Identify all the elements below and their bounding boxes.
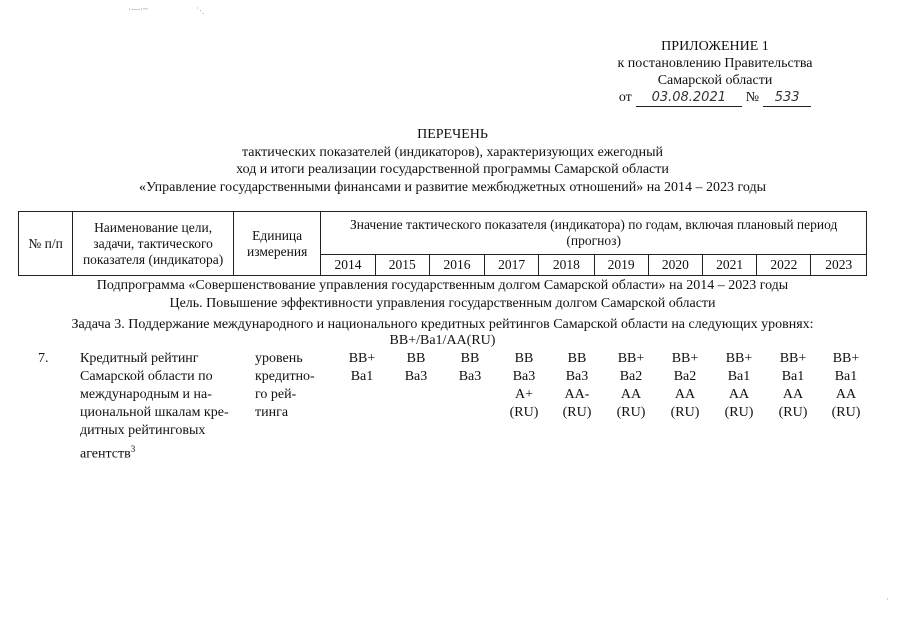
name-line: дитных рейтинговых bbox=[80, 423, 206, 438]
header-year: 2023 bbox=[811, 255, 867, 276]
value-line: AA- bbox=[564, 387, 590, 402]
value-line: Ba1 bbox=[350, 369, 374, 384]
value-line: (RU) bbox=[562, 405, 592, 420]
row-indicator-name bbox=[80, 350, 247, 464]
value-line: AA bbox=[674, 387, 696, 402]
value-line: Ba1 bbox=[727, 369, 751, 384]
annex-title: ПРИЛОЖЕНИЕ 1 bbox=[661, 39, 769, 54]
value-line: Ba3 bbox=[404, 369, 428, 384]
value-2018 bbox=[557, 350, 597, 422]
task-line: Задача 3. Поддержание международного и национального кредитных рейтингов Самарской области на следующих уровнях: bbox=[71, 317, 814, 332]
value-2020 bbox=[665, 350, 705, 422]
value-2016 bbox=[450, 350, 490, 386]
task-target-level: BB+/Ba1/AA(RU) bbox=[389, 333, 496, 348]
value-2022 bbox=[773, 350, 813, 422]
value-line: Ba2 bbox=[673, 369, 697, 384]
header-year: 2017 bbox=[485, 255, 539, 276]
value-line: (RU) bbox=[831, 405, 861, 420]
value-2019 bbox=[611, 350, 651, 422]
name-line: международным и на- bbox=[80, 387, 212, 402]
value-line: AA bbox=[835, 387, 857, 402]
document-heading bbox=[0, 126, 905, 196]
value-line: BB+ bbox=[671, 351, 699, 366]
scan-speck: · bbox=[886, 594, 889, 604]
footnote-mark: 3 bbox=[130, 444, 136, 454]
value-line: A+ bbox=[514, 387, 533, 402]
value-line: BB+ bbox=[348, 351, 376, 366]
header-year: 2014 bbox=[321, 255, 375, 276]
header-year: 2021 bbox=[703, 255, 757, 276]
goal-line: Цель. Повышение эффективности управления государственным долгом Самарской области bbox=[169, 296, 716, 311]
scan-speck: ˙·. bbox=[196, 6, 205, 16]
handwritten-date: 03.08.2021 bbox=[636, 89, 742, 107]
scan-speck: ·—·~ bbox=[128, 4, 148, 14]
value-line: Ba1 bbox=[834, 369, 858, 384]
value-line: (RU) bbox=[670, 405, 700, 420]
header-year: 2015 bbox=[375, 255, 429, 276]
unit-line: го рей- bbox=[255, 387, 297, 402]
value-line: Ba2 bbox=[619, 369, 643, 384]
header-year: 2020 bbox=[648, 255, 702, 276]
header-values: Значение тактического показателя (индикатора) по годам, включая плановый период (прогноз) bbox=[321, 212, 867, 255]
value-line: BB bbox=[567, 351, 587, 366]
annex-date-line bbox=[604, 89, 826, 107]
value-line: BB+ bbox=[617, 351, 645, 366]
value-line: Ba3 bbox=[458, 369, 482, 384]
from-label: от bbox=[618, 90, 632, 105]
subprogram-line: Подпрограмма «Совершенствование управления государственным долгом Самарской области» на 2014 – 2023 годы bbox=[96, 278, 789, 293]
annex-line: к постановлению Правительства bbox=[617, 56, 813, 71]
name-line: Самарской области по bbox=[80, 369, 213, 384]
value-2017 bbox=[504, 350, 544, 422]
value-line: Ba3 bbox=[512, 369, 536, 384]
row-number: 7. bbox=[38, 351, 49, 366]
name-line: циональной шкалам кре- bbox=[80, 405, 229, 420]
heading-line: «Управление государственными финансами и развитие межбюджетных отношений» на 2014 – 2023 годы bbox=[138, 179, 767, 195]
header-year: 2019 bbox=[594, 255, 648, 276]
header-num: № п/п bbox=[19, 212, 73, 276]
value-2015 bbox=[396, 350, 436, 386]
value-line: BB+ bbox=[725, 351, 753, 366]
value-line: (RU) bbox=[509, 405, 539, 420]
heading-line: ход и итоги реализации государственной программы Самарской области bbox=[236, 162, 669, 177]
unit-line: кредитно- bbox=[255, 369, 315, 384]
header-name: Наименование цели, задачи, тактического показателя (индикатора) bbox=[73, 212, 234, 276]
value-line: (RU) bbox=[778, 405, 808, 420]
value-2023 bbox=[826, 350, 866, 422]
indicator-table-header bbox=[18, 211, 867, 276]
header-year: 2016 bbox=[429, 255, 484, 276]
value-line: (RU) bbox=[616, 405, 646, 420]
value-line: Ba3 bbox=[565, 369, 589, 384]
value-line: Ba1 bbox=[781, 369, 805, 384]
value-line: (RU) bbox=[724, 405, 754, 420]
unit-line: уровень bbox=[255, 351, 303, 366]
header-year: 2018 bbox=[539, 255, 594, 276]
value-line: BB bbox=[460, 351, 480, 366]
name-line: Кредитный рейтинг bbox=[80, 351, 199, 366]
handwritten-number: 533 bbox=[763, 89, 811, 107]
value-line: BB bbox=[514, 351, 534, 366]
unit-line: тинга bbox=[255, 405, 289, 420]
value-line: BB+ bbox=[832, 351, 860, 366]
header-unit: Единица измерения bbox=[233, 212, 320, 276]
row-unit bbox=[255, 350, 321, 422]
annex-line: Самарской области bbox=[657, 73, 773, 88]
number-sign: № bbox=[745, 90, 760, 105]
header-year: 2022 bbox=[757, 255, 811, 276]
value-2021 bbox=[719, 350, 759, 422]
heading-title: ПЕРЕЧЕНЬ bbox=[417, 127, 488, 142]
value-line: AA bbox=[782, 387, 804, 402]
value-line: AA bbox=[728, 387, 750, 402]
value-line: BB+ bbox=[779, 351, 807, 366]
name-line-text: агентств bbox=[80, 446, 131, 462]
value-line: AA bbox=[620, 387, 642, 402]
annex-block bbox=[604, 38, 826, 107]
heading-line: тактических показателей (индикаторов), характеризующих ежегодный bbox=[241, 144, 664, 160]
value-line: BB bbox=[406, 351, 426, 366]
value-2014 bbox=[342, 350, 382, 386]
name-line bbox=[80, 440, 247, 464]
